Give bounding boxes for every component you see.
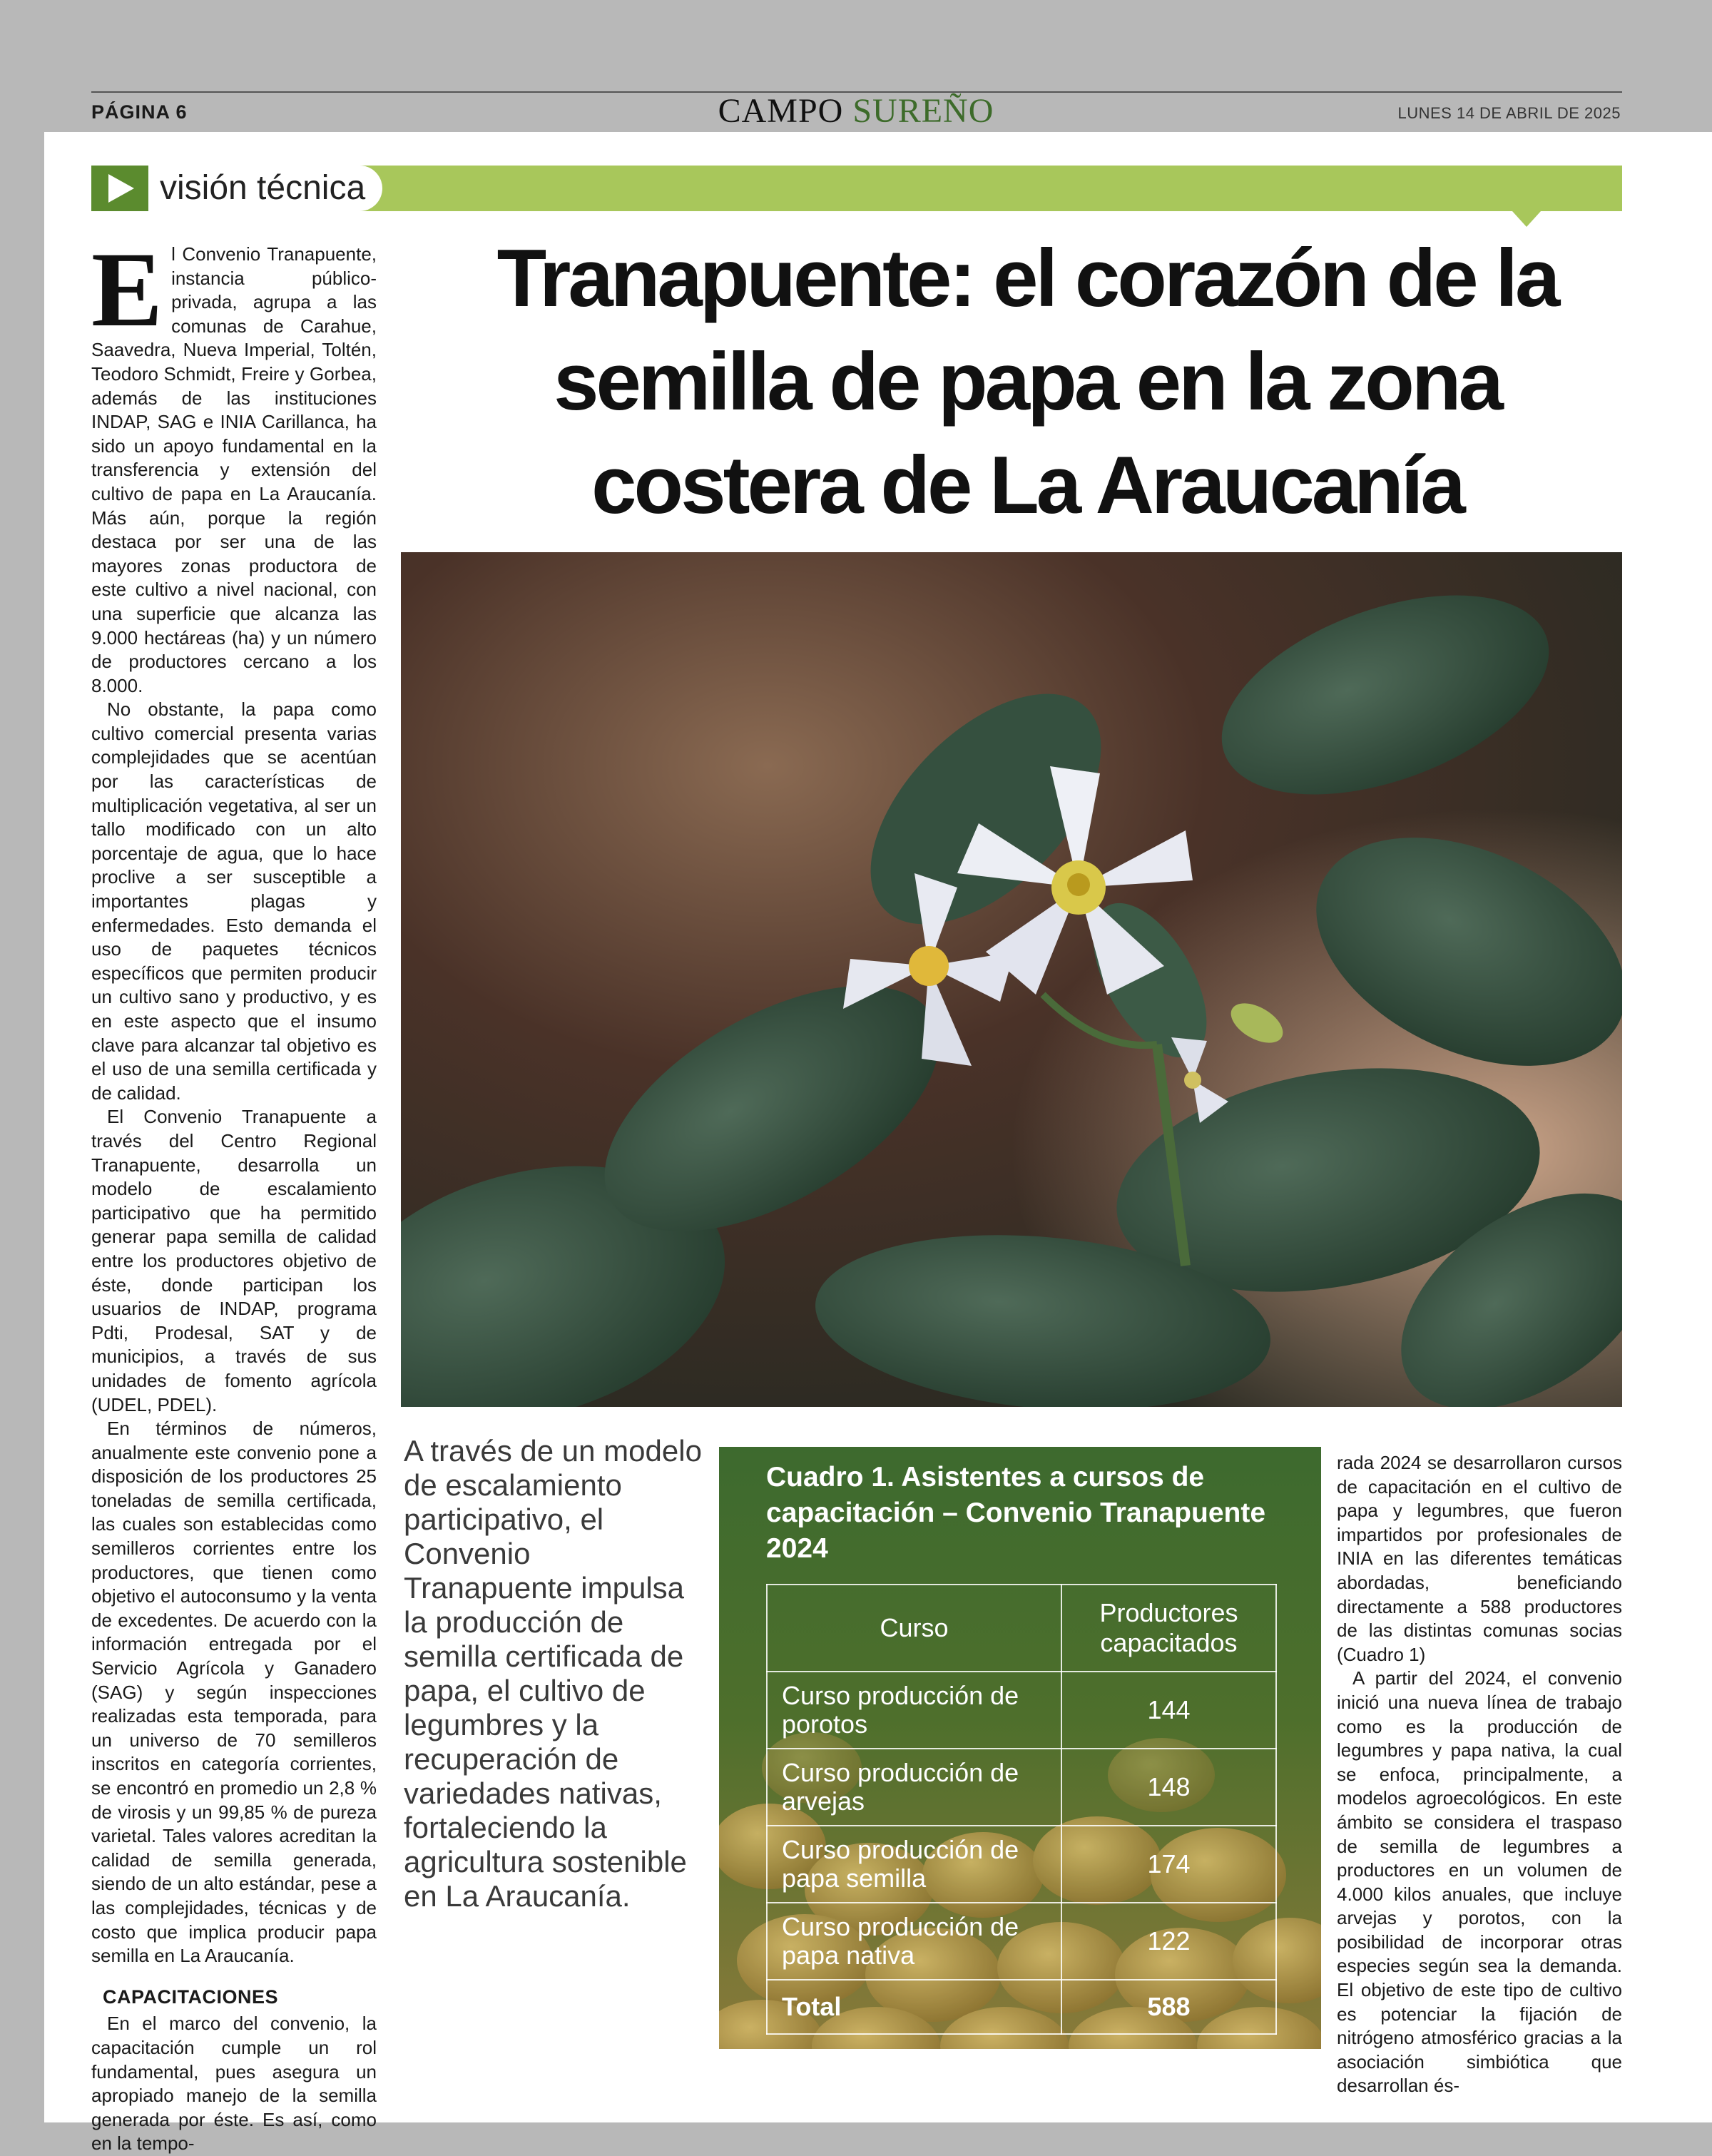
paragraph-3: El Convenio Tranapuente a través del Centro Regional Tranapuente, desarrolla un modelo de escalamiento participativo que ha permitido generar papa semilla de calidad entre los productores objetivo de éste, donde participan los usuarios de INDAP, programa Pdti, Prodesal, SAT y de municipios, a través de sus unidades de fomento agrícola (UDEL, PDEL). xyxy=(91,1106,377,1415)
table-total-row xyxy=(767,1980,1276,2034)
paragraph-5: En el marco del convenio, la capacitación cumple un rol fundamental, pues asegura un apropiado manejo de la semilla generada por éste. Es así, como en la tempo- xyxy=(91,2013,377,2155)
play-arrow-icon xyxy=(91,166,148,211)
paragraph-1-text: l Convenio Tranapuente, instancia público-privada, agrupa a las comunas de Carahue, Saavedra, Nueva Imperial, Toltén, Teodoro Schmidt, Freire y Gorbea, además de las instituciones INDAP, SAG e INIA Carillanca, ha sido un apoyo fundamental en la transferencia y extensión del cultivo de papa en La Araucanía. Más aún, porque la región destaca por ser una de las mayores zonas productora de este cultivo a nivel nacional, con una superficie que alcanza las 9.000 hectáreas (ha) y un número de productores cercano a los 8.000. xyxy=(91,243,377,696)
row-curso: Curso producción de papa semilla xyxy=(767,1826,1061,1903)
row-curso: Curso producción de porotos xyxy=(767,1672,1061,1749)
pull-quote: A través de un modelo de escalamiento participativo, el Convenio Tranapuente impulsa la producción de semilla certificada de papa, el cultivo de legumbres y la recuperación de variedades nativas, fortaleciendo la agricultura sostenible en La Araucanía. xyxy=(404,1434,702,1913)
paragraph-1 xyxy=(91,230,377,698)
table-row xyxy=(767,1903,1276,1980)
paragraph-right-2: A partir del 2024, el convenio inició una nueva línea de trabajo como es la producción de legumbres y papa nativa, la cual se enfoca, principalmente, a modelos agroecológicos. En este ámbito se considera el traspaso de semilla de legumbres a productores en un volumen de 4.000 kilos anuales, que incluye arvejas y porotos, con la posibilidad de incorporar otras especies según sea la demanda. El objetivo de este tipo de cultivo es potenciar la fijación de nitrógeno atmosférico gracias a la asociación simbiótica que desarrollan és- xyxy=(1337,1667,1622,2097)
table-title: Cuadro 1. Asistentes a cursos de capacitación – Convenio Tranapuente 2024 xyxy=(766,1462,1266,1564)
subhead-capacitaciones: CAPACITACIONES xyxy=(103,1985,279,2008)
masthead-campo: CAMPO xyxy=(718,92,844,130)
total-value: 588 xyxy=(1061,1980,1276,2034)
row-curso: Curso producción de papa nativa xyxy=(767,1903,1061,1980)
paragraph-right-1: rada 2024 se desarrollaron cursos de capacitación en el cultivo de papa y legumbres, que fueron impartidos por profesionales de INIA en las diferentes temáticas abordadas, beneficiando directamente a 588 productores de las distintas comunas socias (Cuadro 1) xyxy=(1337,1452,1622,1665)
issue-date: LUNES 14 DE ABRIL DE 2025 xyxy=(1397,104,1621,122)
section-label: visión técnica xyxy=(148,166,382,211)
row-valor: 144 xyxy=(1061,1672,1276,1749)
row-valor: 174 xyxy=(1061,1826,1276,1903)
header-curso: Curso xyxy=(767,1585,1061,1672)
masthead-sureno: SUREÑO xyxy=(852,92,994,130)
table-row xyxy=(767,1672,1276,1749)
table-grid xyxy=(766,1584,1277,2035)
page-number: PÁGINA 6 xyxy=(91,101,188,123)
row-curso: Curso producción de arvejas xyxy=(767,1749,1061,1826)
row-valor: 148 xyxy=(1061,1749,1276,1826)
table-row xyxy=(767,1826,1276,1903)
table-row xyxy=(767,1749,1276,1826)
total-label: Total xyxy=(767,1980,1061,2034)
headline: Tranapuente: el corazón de la semilla de papa en la zona costera de La Araucanía xyxy=(496,233,1558,531)
article-column-left xyxy=(91,230,377,2156)
paragraph-4: En términos de números, anualmente este convenio pone a disposición de los productores 25 toneladas de semilla certificada, las cuales son establecidas como semilleros corrientes entre los productores, que tienen como objetivo el autoconsumo y la venta de excedentes. De acuerdo con la información entregada por el Servicio Agrícola y Ganadero (SAG) y según inspecciones realizadas esta temporada, para un universo de 70 semilleros inscritos en categoría corrientes, se encontró en promedio un 2,8 % de virosis y un 99,85 % de pureza varietal. Tales valores acreditan la calidad de semilla generada, siendo de un alto estándar, pese a las complejidades, técnicas y de costo que implica producir papa semilla en La Araucanía. xyxy=(91,1418,377,1967)
article-column-right xyxy=(1337,1451,1622,2098)
header-productores: Productores capacitados xyxy=(1061,1585,1276,1672)
row-valor: 122 xyxy=(1061,1903,1276,1980)
paragraph-2: No obstante, la papa como cultivo comercial presenta varias complejidades que se acentúan por las características de multiplicación vegetativa, al ser un tallo modificado con un alto porcentaje de agua, que lo hace proclive a ser susceptible a importantes plagas y enfermedades. Esto demanda el uso de paquetes técnicos específicos que permiten producir un cultivo sano y productivo, y es en este aspecto que el insumo clave para alcanzar tal objetivo es el uso de una semilla certificada y de calidad. xyxy=(91,698,377,1104)
section-notch xyxy=(1512,211,1541,227)
table-header-row xyxy=(767,1585,1276,1672)
potato-flower-photo xyxy=(401,552,1622,1407)
drop-cap: E xyxy=(91,230,163,349)
table-cuadro-1 xyxy=(719,1447,1321,2049)
